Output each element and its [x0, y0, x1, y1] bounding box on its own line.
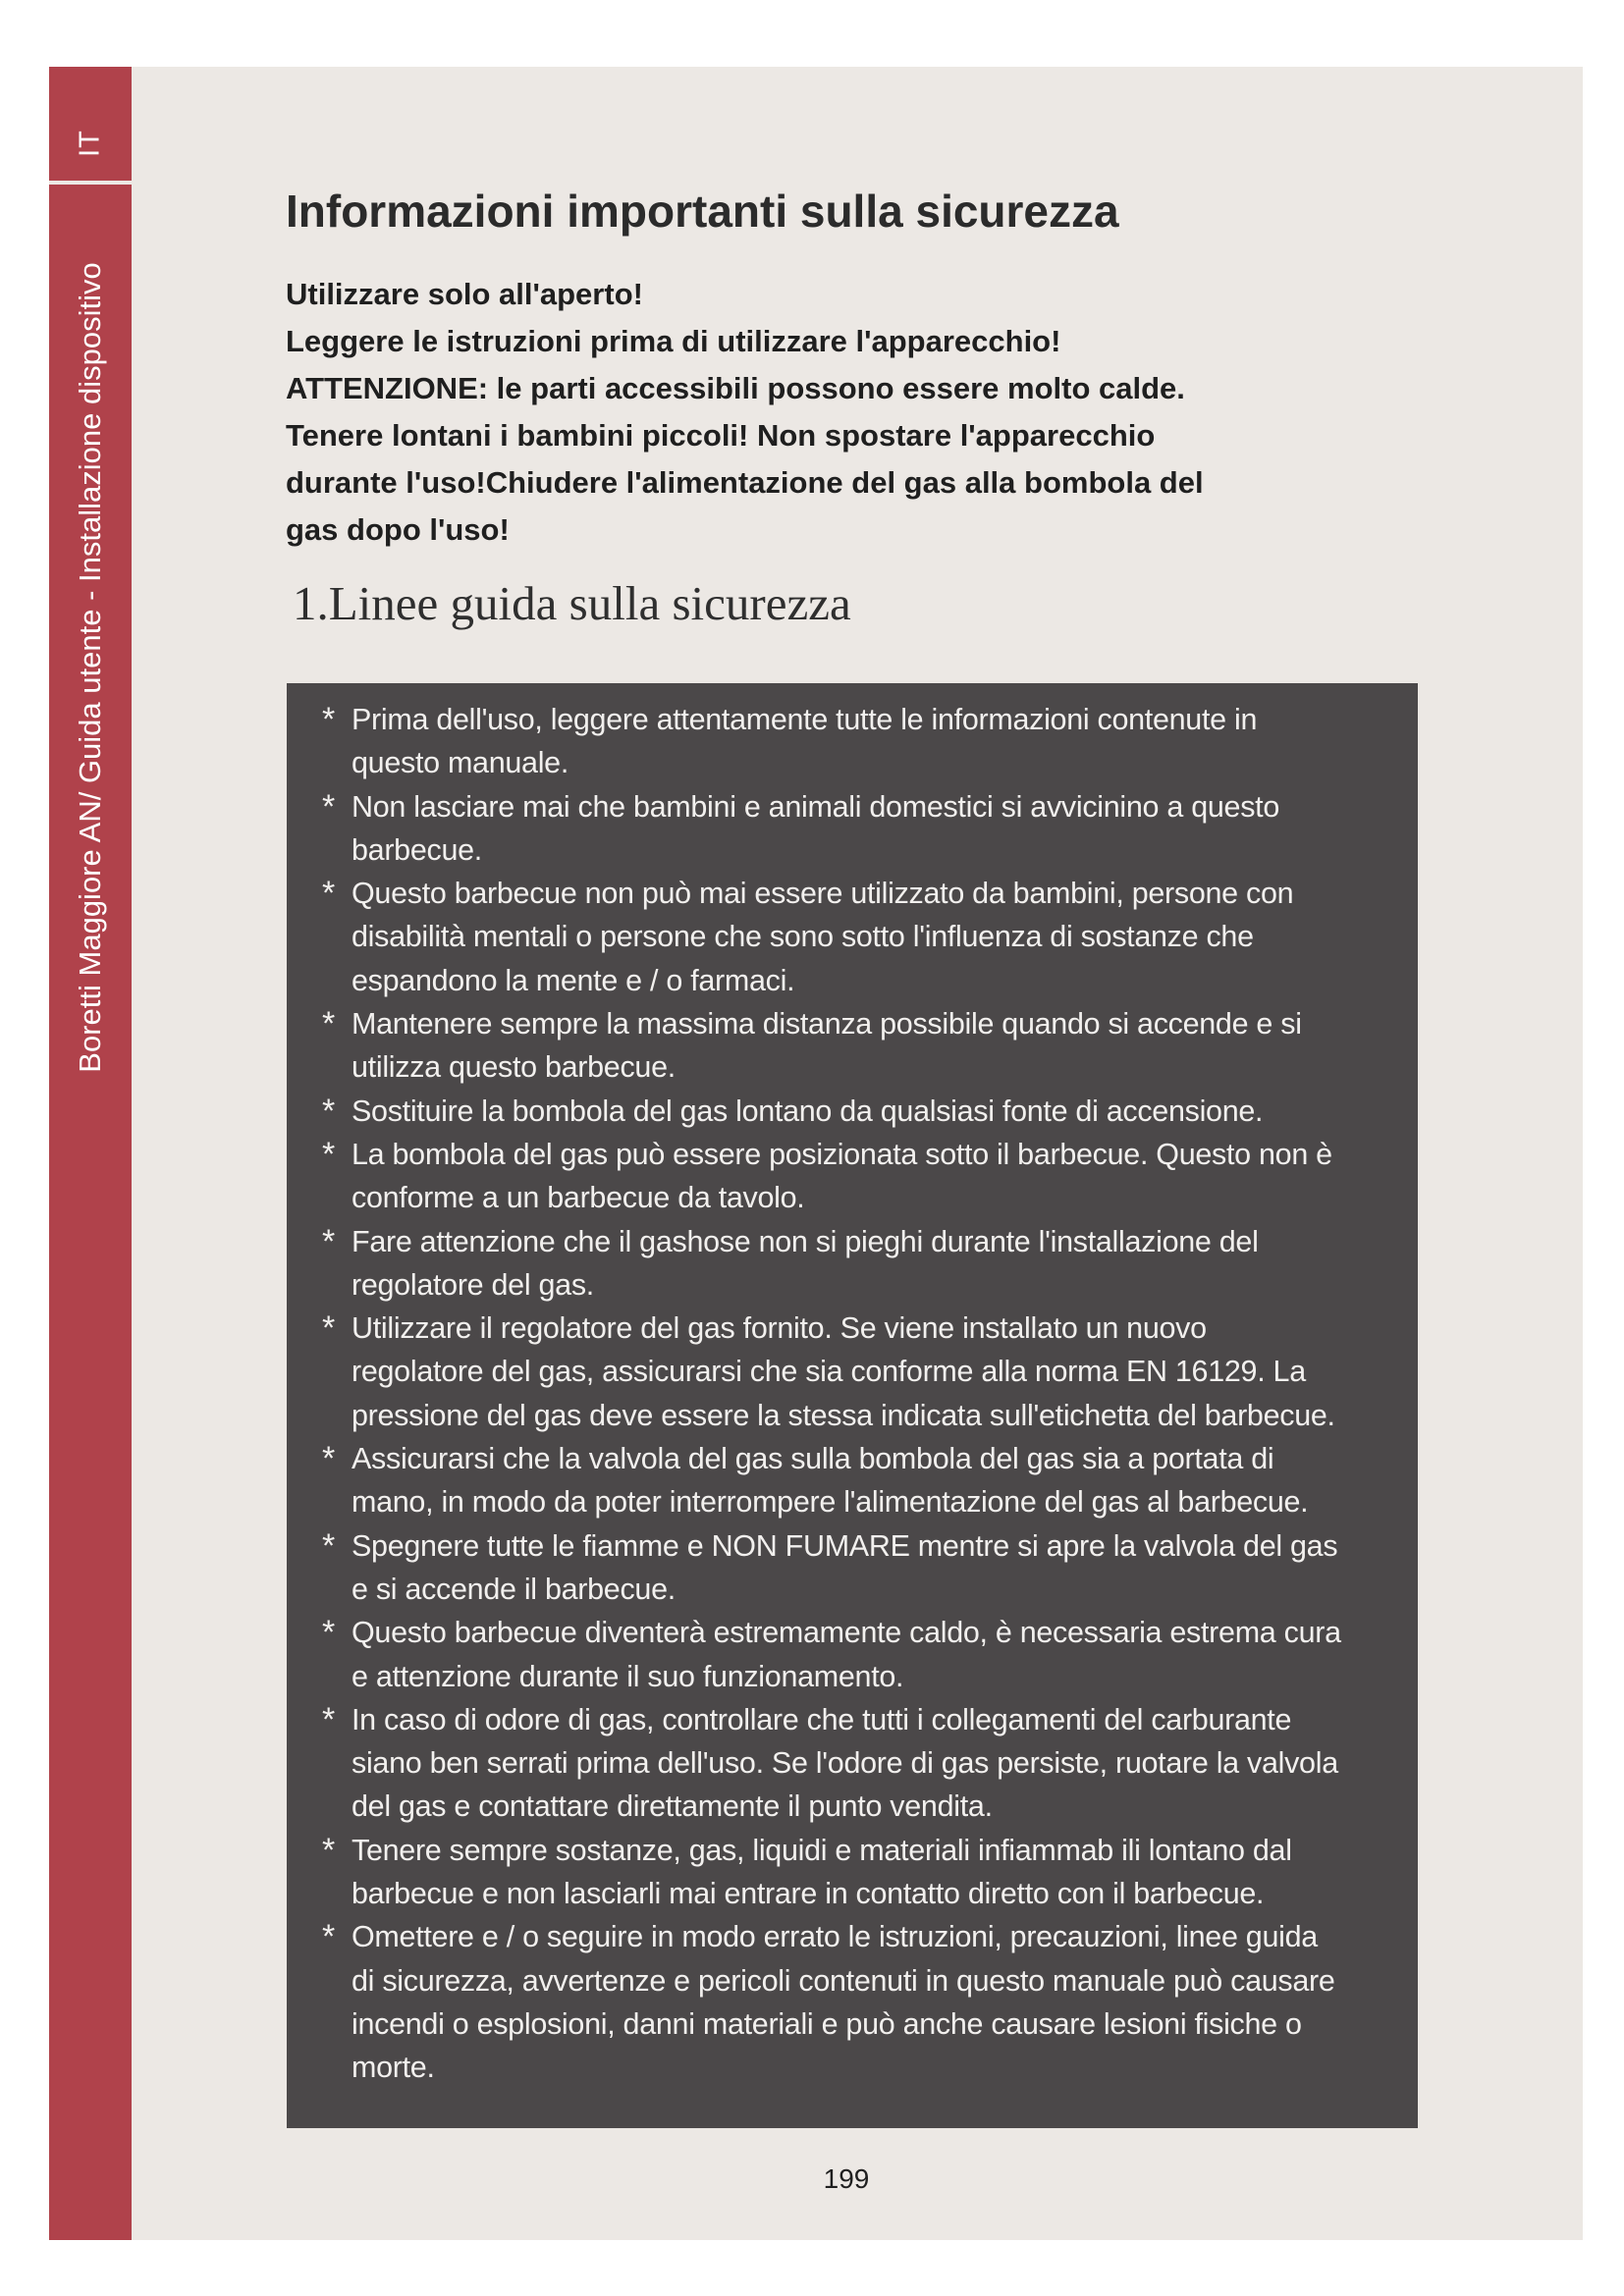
asterisk-bullet-icon: *: [322, 1005, 335, 1043]
guideline-text-line: utilizza questo barbecue.: [352, 1050, 676, 1085]
guideline-item: [322, 1437, 1402, 1524]
asterisk-bullet-icon: *: [322, 1700, 335, 1738]
page-number: 199: [823, 2163, 870, 2194]
guideline-text-line: regolatore del gas, assicurarsi che sia conforme alla norma EN 16129. La: [352, 1355, 1306, 1389]
guideline-item: [322, 698, 1402, 785]
asterisk-bullet-icon: *: [322, 787, 335, 826]
guideline-text-line: barbecue.: [352, 832, 482, 867]
safety-guidelines-box: [287, 683, 1418, 2128]
warning-line: Leggere le istruzioni prima di utilizzare l'apparecchio!: [286, 324, 1061, 358]
guideline-text-line: morte.: [352, 2051, 435, 2085]
asterisk-bullet-icon: *: [322, 1135, 335, 1173]
page-title: Informazioni importanti sulla sicurezza: [286, 186, 1119, 237]
guideline-item: [322, 1220, 1402, 1308]
guideline-text-line: e attenzione durante il suo funzionamento.: [352, 1659, 904, 1693]
asterisk-bullet-icon: *: [322, 1831, 335, 1869]
guideline-item: [322, 785, 1402, 873]
guideline-text-line: mano, in modo da poter interrompere l'alimentazione del gas al barbecue.: [352, 1485, 1309, 1520]
guideline-text-line: Assicurarsi che la valvola del gas sulla bombola del gas sia a portata di: [352, 1442, 1274, 1476]
asterisk-bullet-icon: *: [322, 1526, 335, 1565]
guideline-item: [322, 1698, 1402, 1829]
guideline-text-line: In caso di odore di gas, controllare che tutti i collegamenti del carburante: [352, 1702, 1292, 1736]
language-code: IT: [74, 130, 106, 157]
warning-block: [286, 271, 1248, 554]
guideline-item: [322, 1133, 1402, 1220]
warning-line: Utilizzare solo all'aperto!: [286, 277, 643, 311]
guideline-text-line: incendi o esplosioni, danni materiali e può anche causare lesioni fisiche o: [352, 2006, 1302, 2041]
guideline-text-line: conforme a un barbecue da tavolo.: [352, 1181, 805, 1215]
asterisk-bullet-icon: *: [322, 875, 335, 913]
sidebar-divider: [49, 181, 132, 185]
guideline-text-line: del gas e contattare direttamente il punto vendita.: [352, 1789, 993, 1824]
guideline-text-line: questo manuale.: [352, 746, 569, 780]
asterisk-bullet-icon: *: [322, 1918, 335, 1956]
guideline-text-line: Omettere e / o seguire in modo errato le istruzioni, precauzioni, linee guida: [352, 1920, 1318, 1954]
guideline-text-line: Fare attenzione che il gashose non si pieghi durante l'installazione del: [352, 1224, 1259, 1258]
asterisk-bullet-icon: *: [322, 701, 335, 738]
asterisk-bullet-icon: *: [322, 1222, 335, 1260]
guideline-text-line: siano ben serrati prima dell'uso. Se l'odore di gas persiste, ruotare la valvola: [352, 1746, 1338, 1781]
guideline-text-line: La bombola del gas può essere posizionata sotto il barbecue. Questo non è: [352, 1137, 1332, 1171]
guideline-text-line: pressione del gas deve essere la stessa indicata sull'etichetta del barbecue.: [352, 1398, 1335, 1432]
guideline-text-line: e si accende il barbecue.: [352, 1572, 676, 1606]
guideline-item: [322, 1829, 1402, 1916]
guideline-item: [322, 1611, 1402, 1698]
asterisk-bullet-icon: *: [322, 1092, 335, 1130]
section-heading: 1.Linee guida sulla sicurezza: [293, 576, 851, 630]
guideline-item: [322, 872, 1402, 1002]
guideline-text-line: espandono la mente e / o farmaci.: [352, 963, 795, 997]
guideline-item: [322, 1090, 1402, 1133]
guideline-item: [322, 1524, 1402, 1612]
warning-line: durante l'uso!Chiudere l'alimentazione del gas alla bombola del: [286, 465, 1204, 500]
asterisk-bullet-icon: *: [322, 1309, 335, 1348]
sidebar-section-title: Boretti Maggiore AN/ Guida utente - Installazione dispositivo: [73, 262, 107, 1073]
guideline-text-line: disabilità mentali o persone che sono sotto l'influenza di sostanze che: [352, 920, 1254, 954]
guideline-text-line: barbecue e non lasciarli mai entrare in contatto diretto con il barbecue.: [352, 1877, 1265, 1911]
guideline-item: [322, 1915, 1402, 2089]
guideline-text-line: Sostituire la bombola del gas lontano da qualsiasi fonte di accensione.: [352, 1094, 1264, 1128]
warning-line: Tenere lontani i bambini piccoli! Non spostare l'apparecchio: [286, 418, 1156, 453]
guideline-text-line: Questo barbecue diventerà estremamente caldo, è necessaria estrema cura: [352, 1616, 1341, 1650]
guideline-text-line: Mantenere sempre la massima distanza possibile quando si accende e si: [352, 1007, 1302, 1041]
guideline-item: [322, 1307, 1402, 1437]
warning-line: ATTENZIONE: le parti accessibili possono essere molto calde.: [286, 371, 1185, 405]
guideline-text-line: Utilizzare il regolatore del gas fornito. Se viene installato un nuovo: [352, 1311, 1207, 1346]
guideline-text-line: di sicurezza, avvertenze e pericoli contenuti in questo manuale può causare: [352, 1963, 1335, 1998]
guideline-text-line: Spegnere tutte le fiamme e NON FUMARE mentre si apre la valvola del gas: [352, 1528, 1338, 1563]
warning-line: gas dopo l'uso!: [286, 512, 510, 547]
safety-guidelines-list: [322, 698, 1402, 2090]
guideline-text-line: Prima dell'uso, leggere attentamente tutte le informazioni contenute in: [352, 703, 1258, 736]
asterisk-bullet-icon: *: [322, 1614, 335, 1652]
guideline-text-line: Questo barbecue non può mai essere utilizzato da bambini, persone con: [352, 877, 1294, 911]
asterisk-bullet-icon: *: [322, 1440, 335, 1478]
guideline-item: [322, 1002, 1402, 1090]
guideline-text-line: regolatore del gas.: [352, 1267, 594, 1302]
guideline-text-line: Non lasciare mai che bambini e animali domestici si avvicinino a questo: [352, 789, 1279, 824]
guideline-text-line: Tenere sempre sostanze, gas, liquidi e materiali infiammab ili lontano dal: [352, 1833, 1292, 1867]
